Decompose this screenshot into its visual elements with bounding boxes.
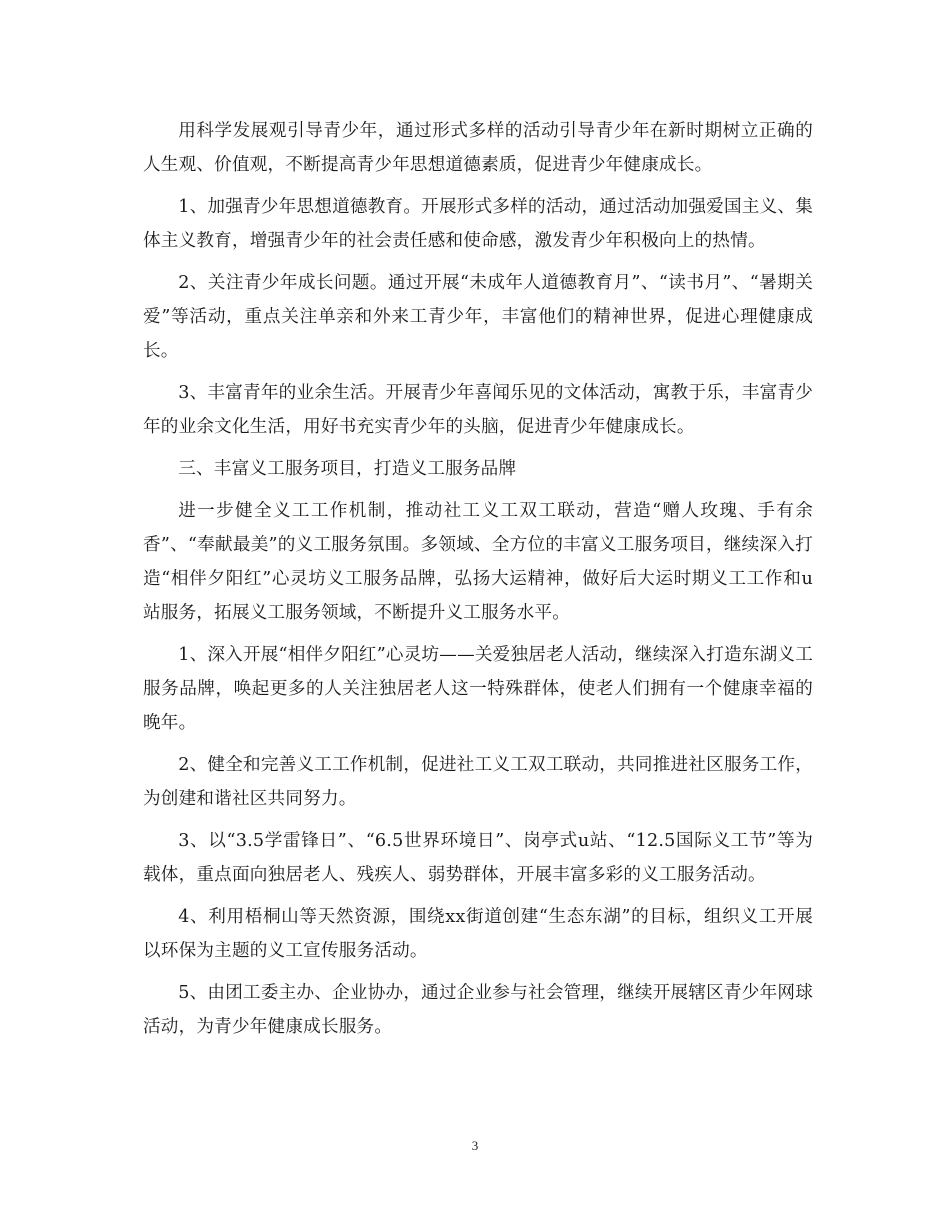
page-number: 3 [471, 1138, 479, 1153]
paragraph-intro: 用科学发展观引导青少年，通过形式多样的活动引导青少年在新时期树立正确的人生观、价值观，不断提高青少年思想道德素质，促进青少年健康成长。 [143, 121, 813, 175]
paragraph-section-item-4: 4、利用梧桐山等天然资源，围绕xx街道创建“生态东湖”的目标，组织义工开展以环保为主题的义工宣传服务活动。 [143, 907, 813, 961]
section-heading-3: 三、丰富义工服务项目，打造义工服务品牌 [178, 459, 517, 479]
paragraph-section-item-5: 5、由团工委主办、企业协办，通过企业参与社会管理，继续开展辖区青少年网球活动，为青少年健康成长服务。 [143, 983, 813, 1037]
paragraph-item-1: 1、加强青少年思想道德教育。开展形式多样的活动，通过活动加强爱国主义、集体主义教育，增强青少年的社会责任感和使命感，激发青少年积极向上的热情。 [143, 197, 813, 251]
paragraph-section-item-1: 1、深入开展“相伴夕阳红”心灵坊——关爱独居老人活动，继续深入打造东湖义工服务品牌，唤起更多的人关注独居老人这一特殊群体，使老人们拥有一个健康幸福的晚年。 [143, 645, 813, 733]
document-body [143, 114, 813, 1052]
paragraph-section-intro: 进一步健全义工工作机制，推动社工义工双工联动，营造“赠人玫瑰、手有余香”、“奉献最美”的义工服务氛围。多领域、全方位的丰富义工服务项目，继续深入打造“相伴夕阳红”心灵坊义工服务品牌，弘扬大运精神，做好后大运时期义工工作和u站服务，拓展义工服务领域，不断提升义工服务水平。 [143, 501, 813, 623]
paragraph-section-item-2: 2、健全和完善义工工作机制，促进社工义工双工联动，共同推进社区服务工作，为创建和谐社区共同努力。 [143, 755, 813, 809]
paragraph-item-2: 2、关注青少年成长问题。通过开展“未成年人道德教育月”、“读书月”、“暑期关爱”等活动，重点关注单亲和外来工青少年，丰富他们的精神世界，促进心理健康成长。 [143, 273, 813, 361]
paragraph-item-3: 3、丰富青年的业余生活。开展青少年喜闻乐见的文体活动，寓教于乐，丰富青少年的业余文化生活，用好书充实青少年的头脑，促进青少年健康成长。 [143, 383, 813, 437]
paragraph-section-item-3: 3、以“3.5学雷锋日”、“6.5世界环境日”、岗亭式u站、“12.5国际义工节”等为载体，重点面向独居老人、残疾人、弱势群体，开展丰富多彩的义工服务活动。 [143, 831, 813, 885]
